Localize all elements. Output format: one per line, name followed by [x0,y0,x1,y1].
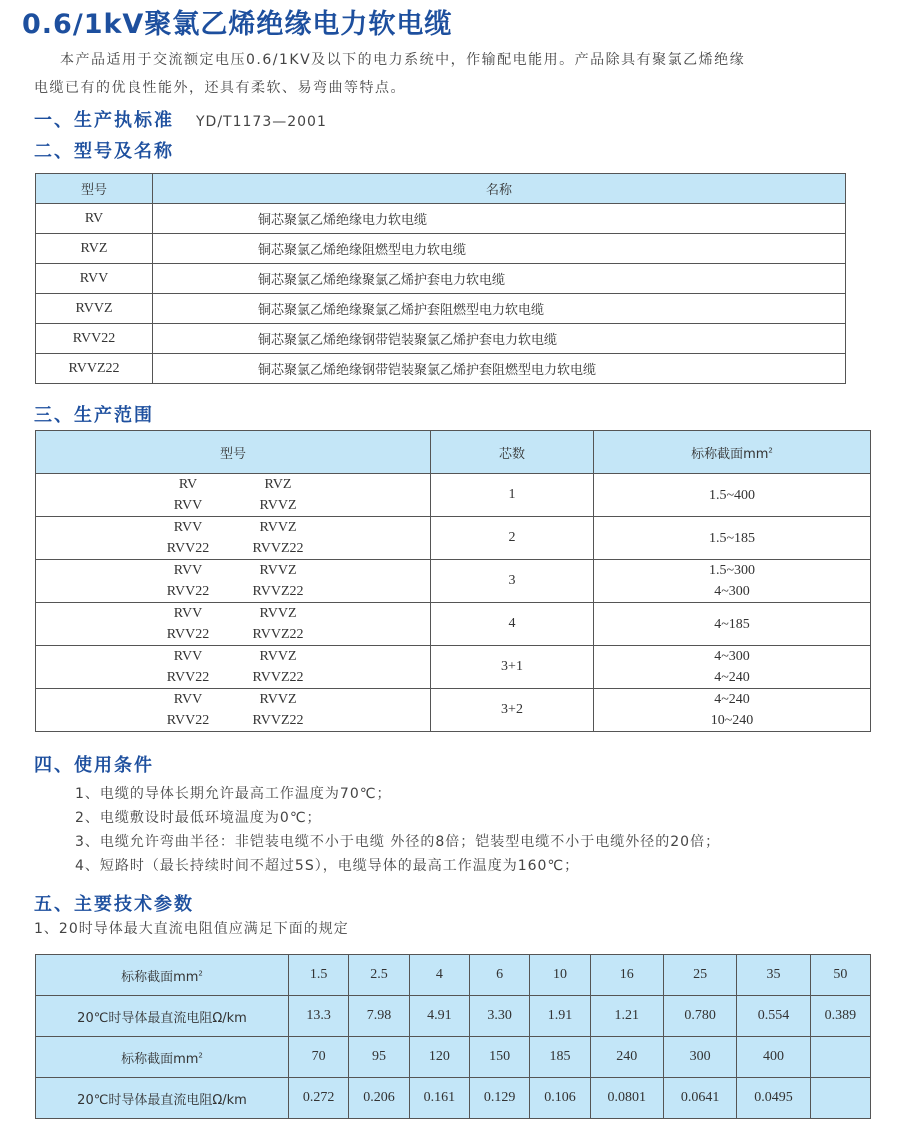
intro-line-2: 电缆已有的优良性能外，还具有柔软、易弯曲等特点。 [34,80,406,96]
section-cell [594,560,871,603]
value-cell: 0.780 [663,996,736,1037]
section-1-title: 一、生产执标准 [34,110,174,131]
cores-cell: 1 [431,474,594,517]
table-row [36,474,871,517]
value-cell: 0.0495 [737,1078,810,1119]
value-cell: 16 [590,955,663,996]
table-row [36,1037,871,1078]
model-text: RVV22 [166,627,210,642]
section-range: 4~240 [714,670,750,685]
page-title: 0.6/1kV聚氯乙烯绝缘电力软电缆 [22,9,453,40]
condition-item: 1、电缆的导体长期允许最高工作温度为70℃； [75,786,392,802]
table-row [36,517,871,560]
value-cell [810,1078,870,1119]
section-1-heading [34,106,327,132]
table-row [36,264,846,294]
model-text: RVV [173,498,203,513]
value-cell: 0.206 [349,1078,409,1119]
table-row [36,996,871,1037]
model-text: RVV22 [166,670,210,685]
model-cell: RVZ [36,234,153,264]
cores-cell: 3+1 [431,646,594,689]
cores-cell: 3+2 [431,689,594,732]
row-label: 20℃时导体最直流电阻Ω/km [36,1078,289,1119]
model-text: RVVZ22 [252,627,304,642]
model-text: RVV [173,606,203,621]
model-text: RV [178,477,198,492]
table-row [36,294,846,324]
model-text: RVVZ [259,692,297,707]
model-name-table [35,173,846,384]
models-cell [36,517,431,560]
table-row [36,324,846,354]
value-cell: 35 [737,955,810,996]
cores-cell: 3 [431,560,594,603]
value-cell: 13.3 [289,996,349,1037]
value-cell: 10 [530,955,590,996]
name-cell: 铜芯聚氯乙烯绝缘电力软电缆 [153,204,846,234]
name-cell: 铜芯聚氯乙烯绝缘聚氯乙烯护套阻燃型电力软电缆 [153,294,846,324]
section-cell [594,646,871,689]
section-range: 4~300 [714,649,750,664]
section-cell [594,517,871,560]
model-text: RVVZ22 [252,584,304,599]
value-cell: 300 [663,1037,736,1078]
model-text: RVV [173,692,203,707]
condition-item: 3、电缆允许弯曲半径：非铠装电缆不小于电缆 外径的8倍；铠装型电缆不小于电缆外径的20倍； [75,834,721,850]
value-cell: 1.21 [590,996,663,1037]
value-cell [810,1037,870,1078]
model-cell: RVV22 [36,324,153,354]
col-header-model: 型号 [36,431,431,474]
models-cell [36,560,431,603]
models-cell [36,689,431,732]
table-row [36,646,871,689]
model-text: RVV22 [166,584,210,599]
section-range: 1.5~300 [708,563,756,578]
table-row [36,234,846,264]
model-text: RVV [173,649,203,664]
section-range: 4~300 [714,584,750,599]
value-cell: 240 [590,1037,663,1078]
name-cell: 铜芯聚氯乙烯绝缘聚氯乙烯护套电力软电缆 [153,264,846,294]
section-range: 1.5~185 [708,530,756,546]
table-row [36,354,846,384]
section-cell [594,474,871,517]
value-cell: 0.0641 [663,1078,736,1119]
model-text: RVV22 [166,713,210,728]
model-text: RVVZ [259,498,297,513]
production-range-table [35,430,871,732]
value-cell: 3.30 [469,996,529,1037]
value-cell: 25 [663,955,736,996]
value-cell: 0.272 [289,1078,349,1119]
parameter-note: 1、20时导体最大直流电阻值应满足下面的规定 [34,921,349,937]
section-range: 10~240 [710,713,754,728]
model-text: RVV [173,563,203,578]
section-range: 4~185 [714,616,750,632]
row-label: 20℃时导体最直流电阻Ω/km [36,996,289,1037]
model-cell: RV [36,204,153,234]
value-cell: 50 [810,955,870,996]
model-text: RVZ [264,477,292,492]
value-cell: 2.5 [349,955,409,996]
value-cell: 6 [469,955,529,996]
value-cell: 0.554 [737,996,810,1037]
value-cell: 0.389 [810,996,870,1037]
table-row [36,955,871,996]
name-cell: 铜芯聚氯乙烯绝缘钢带铠装聚氯乙烯护套电力软电缆 [153,324,846,354]
value-cell: 4.91 [409,996,469,1037]
table-row [36,560,871,603]
model-cell: RVVZ [36,294,153,324]
cores-cell: 2 [431,517,594,560]
value-cell: 120 [409,1037,469,1078]
section-5-heading: 五、主要技术参数 [34,894,194,915]
section-3-heading: 三、生产范围 [34,405,154,426]
value-cell: 4 [409,955,469,996]
table-row [36,1078,871,1119]
model-text: RVVZ [259,649,297,664]
condition-item: 2、电缆敷设时最低环境温度为0℃； [75,810,322,826]
standard-number: YD/T1173—2001 [196,114,327,130]
col-header-name: 名称 [153,174,846,204]
value-cell: 7.98 [349,996,409,1037]
section-range: 1.5~400 [708,487,756,503]
value-cell: 0.161 [409,1078,469,1119]
value-cell: 0.129 [469,1078,529,1119]
value-cell: 400 [737,1037,810,1078]
models-cell [36,646,431,689]
model-text: RVVZ [259,520,297,535]
intro-line-1: 本产品适用于交流额定电压0.6/1KV及以下的电力系统中，作输配电能用。产品除具有聚氯乙烯绝缘 [60,52,746,68]
model-cell: RVV [36,264,153,294]
section-2-heading: 二、型号及名称 [34,141,174,162]
resistance-table [35,954,871,1119]
model-text: RVV [173,520,203,535]
models-cell [36,474,431,517]
value-cell: 1.5 [289,955,349,996]
value-cell: 1.91 [530,996,590,1037]
name-cell: 铜芯聚氯乙烯绝缘钢带铠装聚氯乙烯护套阻燃型电力软电缆 [153,354,846,384]
col-header-cores: 芯数 [431,431,594,474]
value-cell: 95 [349,1037,409,1078]
value-cell: 0.106 [530,1078,590,1119]
col-header-model: 型号 [36,174,153,204]
models-cell [36,603,431,646]
row-label: 标称截面$mm^2$ [36,1037,289,1078]
name-cell: 铜芯聚氯乙烯绝缘阻燃型电力软电缆 [153,234,846,264]
model-text: RVVZ22 [252,541,304,556]
value-cell: 70 [289,1037,349,1078]
table-row [36,603,871,646]
section-range: 4~240 [714,692,750,707]
model-text: RVVZ [259,563,297,578]
section-cell [594,689,871,732]
value-cell: 150 [469,1037,529,1078]
section-4-heading: 四、使用条件 [34,755,154,776]
model-text: RVVZ22 [252,713,304,728]
value-cell: 185 [530,1037,590,1078]
model-text: RVVZ22 [252,670,304,685]
condition-item: 4、短路时（最长持续时间不超过5S），电缆导体的最高工作温度为160℃； [75,858,580,874]
table-row [36,204,846,234]
model-text: RVV22 [166,541,210,556]
section-cell [594,603,871,646]
table-row [36,689,871,732]
model-text: RVVZ [259,606,297,621]
model-cell: RVVZ22 [36,354,153,384]
cores-cell: 4 [431,603,594,646]
col-header-section: 标称截面$mm^2$ [594,431,871,474]
value-cell: 0.0801 [590,1078,663,1119]
row-label: 标称截面$mm^2$ [36,955,289,996]
